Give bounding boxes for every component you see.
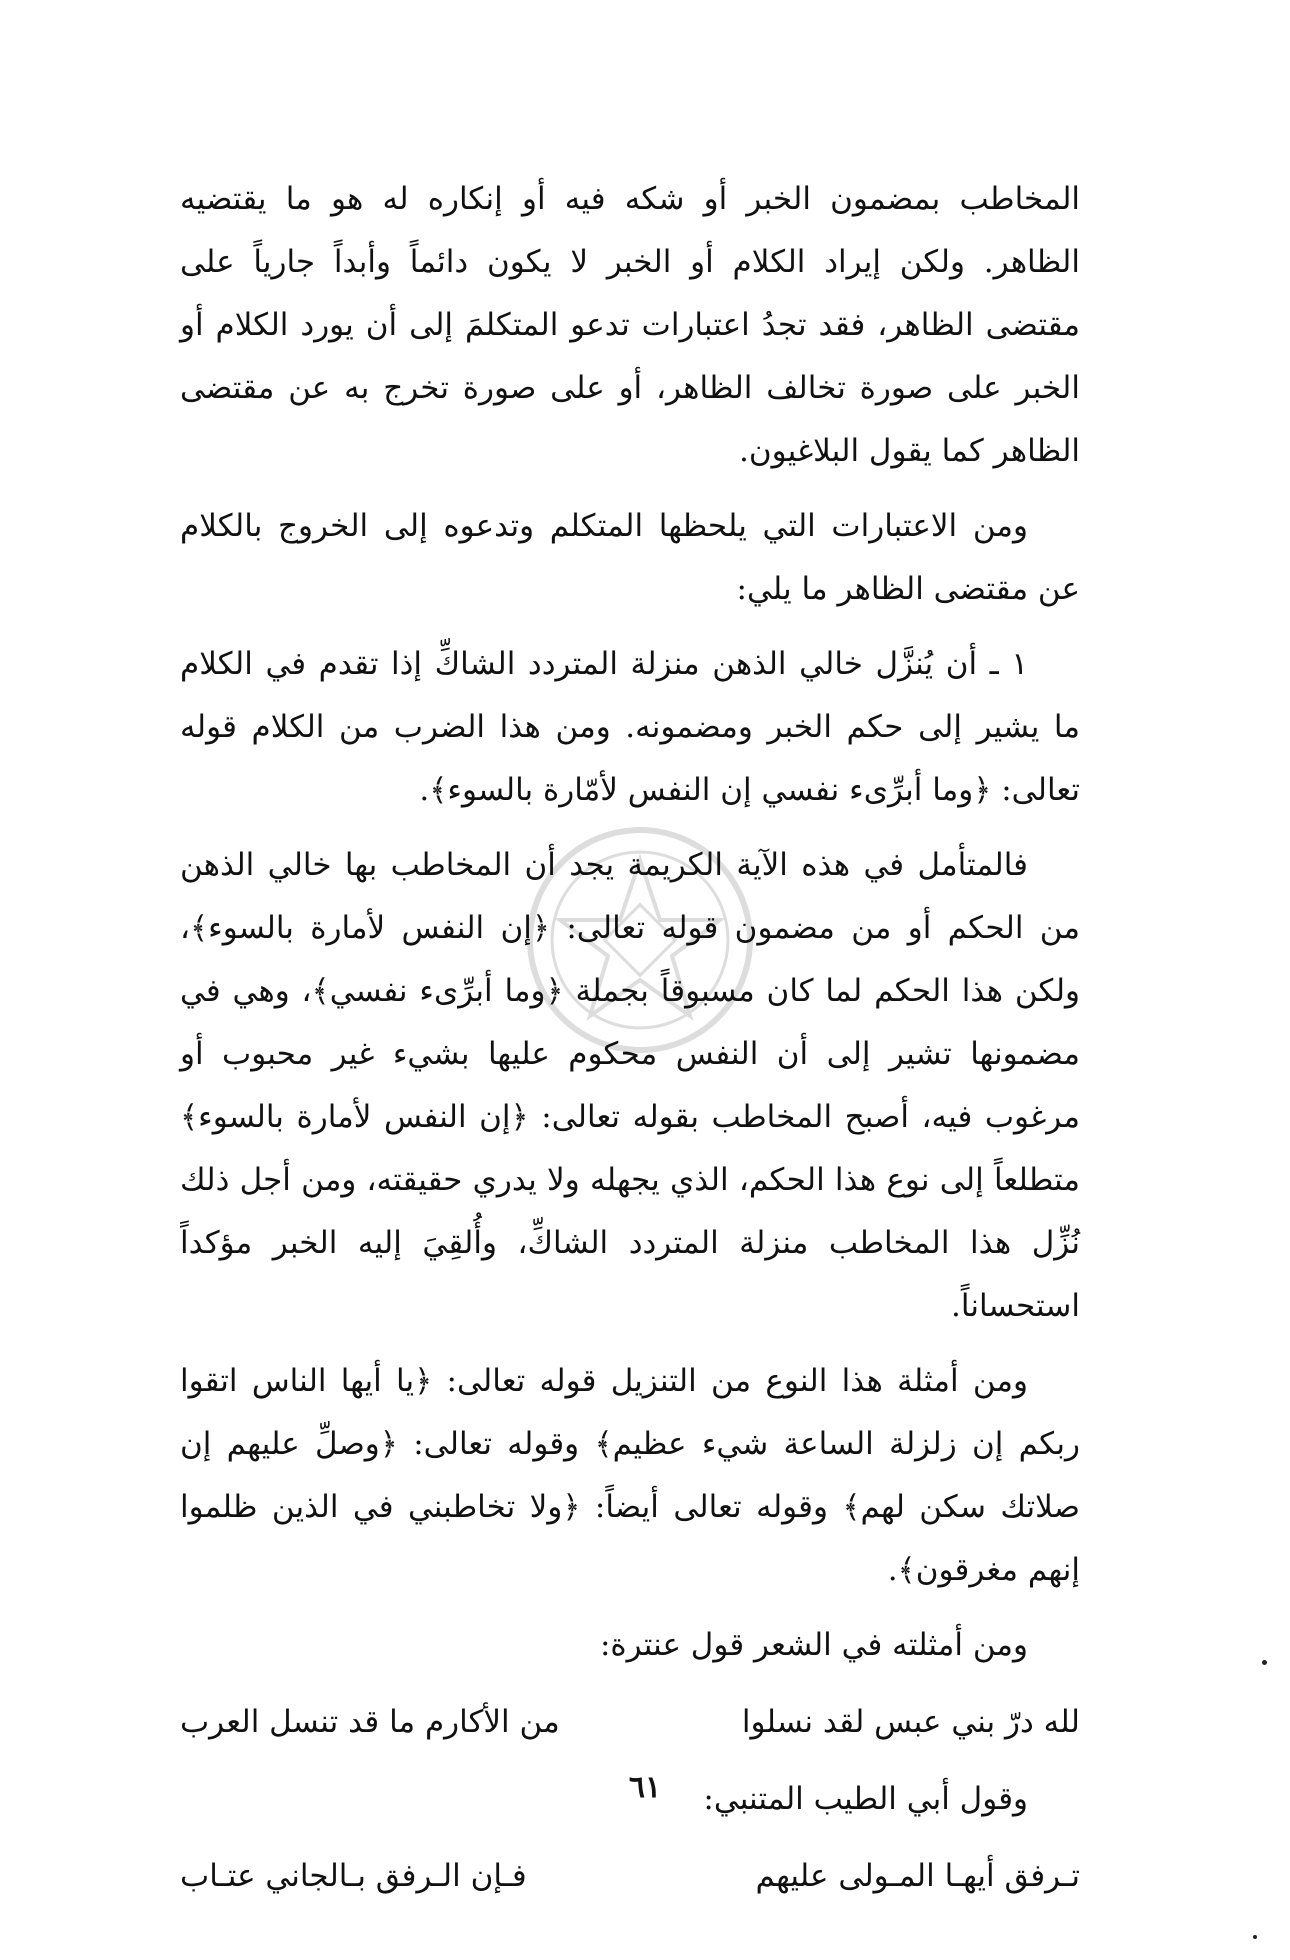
verse-first-hemistich: تـرفق أيهـا المـولى عليهم (755, 1858, 1080, 1894)
verse-second-hemistich: فـإن الـرفق بـالجاني عتـاب (180, 1858, 527, 1894)
verse-first-hemistich: لله درّ بني عبس لقد نسلوا (741, 1704, 1080, 1740)
paragraph-point-one: ١ ـ أن يُنزَّل خالي الذهن منزلة المتردد الشاكِّ إذا تقدم في الكلام ما يشير إلى حكم الخبر ومضمونه. ومن هذا الضرب من الكلام قوله تعالى: ﴿وما أبرِّىء نفسي إن النفس لأمّارة بالسوء﴾. (180, 646, 1080, 808)
page-body (180, 168, 1080, 1922)
scan-speck (1253, 1935, 1257, 1939)
page-number: ٦١ (628, 1770, 662, 1805)
verse-mutanabbi (180, 1845, 1080, 1908)
scan-speck (1262, 1660, 1267, 1665)
paragraph-reflection: فالمتأمل في هذه الآية الكريمة يجد أن المخاطب بها خالي الذهن من الحكم أو من مضمون قوله تعالى: ﴿إن النفس لأمارة بالسوء﴾، ولكن هذا الحكم لما كان مسبوقاً بجملة ﴿وما أبرِّىء نفسي﴾، وهي في مضمونها تشير إلى أن النفس محكوم عليها بشيء غير محبوب أو مرغوب فيه، أصبح المخاطب بقوله تعالى: ﴿إن النفس لأمارة بالسوء﴾ متطلعاً إلى نوع هذا الحكم، الذي يجهله ولا يدري حقيقته، ومن أجل ذلك نُزِّل هذا المخاطب منزلة المتردد الشاكِّ، وأُلقِيَ إليه الخبر مؤكداً استحساناً. (180, 847, 1080, 1324)
verse-antara (180, 1691, 1080, 1754)
paragraph-mutanabbi-intro: وقول أبي الطيب المتنبي: (703, 1781, 1028, 1817)
paragraph-considerations: ومن الاعتبارات التي يلحظها المتكلم وتدعوه إلى الخروج بالكلام عن مقتضى الظاهر ما يلي: (180, 508, 1080, 607)
verse-second-hemistich: من الأكارم ما قد تنسل العرب (180, 1704, 560, 1740)
paragraph-examples: ومن أمثلة هذا النوع من التنزيل قوله تعالى: ﴿يا أيها الناس اتقوا ربكم إن زلزلة الساعة شيء عظيم﴾ وقوله تعالى: ﴿وصلِّ عليهم إن صلاتك سكن لهم﴾ وقوله تعالى أيضاً: ﴿ولا تخاطبني في الذين ظلموا إنهم مغرقون﴾. (180, 1363, 1080, 1588)
paragraph-continuation: المخاطب بمضمون الخبر أو شكه فيه أو إنكاره له هو ما يقتضيه الظاهر. ولكن إيراد الكلام أو الخبر لا يكون دائماً وأبداً جارياً على مقتضى الظاهر، فقد تجدُ اعتبارات تدعو المتكلمَ إلى أن يورد الكلام أو الخبر على صورة تخالف الظاهر، أو على صورة تخرج به عن مقتضى الظاهر كما يقول البلاغيون. (180, 181, 1080, 469)
verse-separator (601, 1845, 681, 1908)
paragraph-poetry-intro: ومن أمثلته في الشعر قول عنترة: (599, 1627, 1028, 1663)
verse-separator (611, 1691, 691, 1754)
